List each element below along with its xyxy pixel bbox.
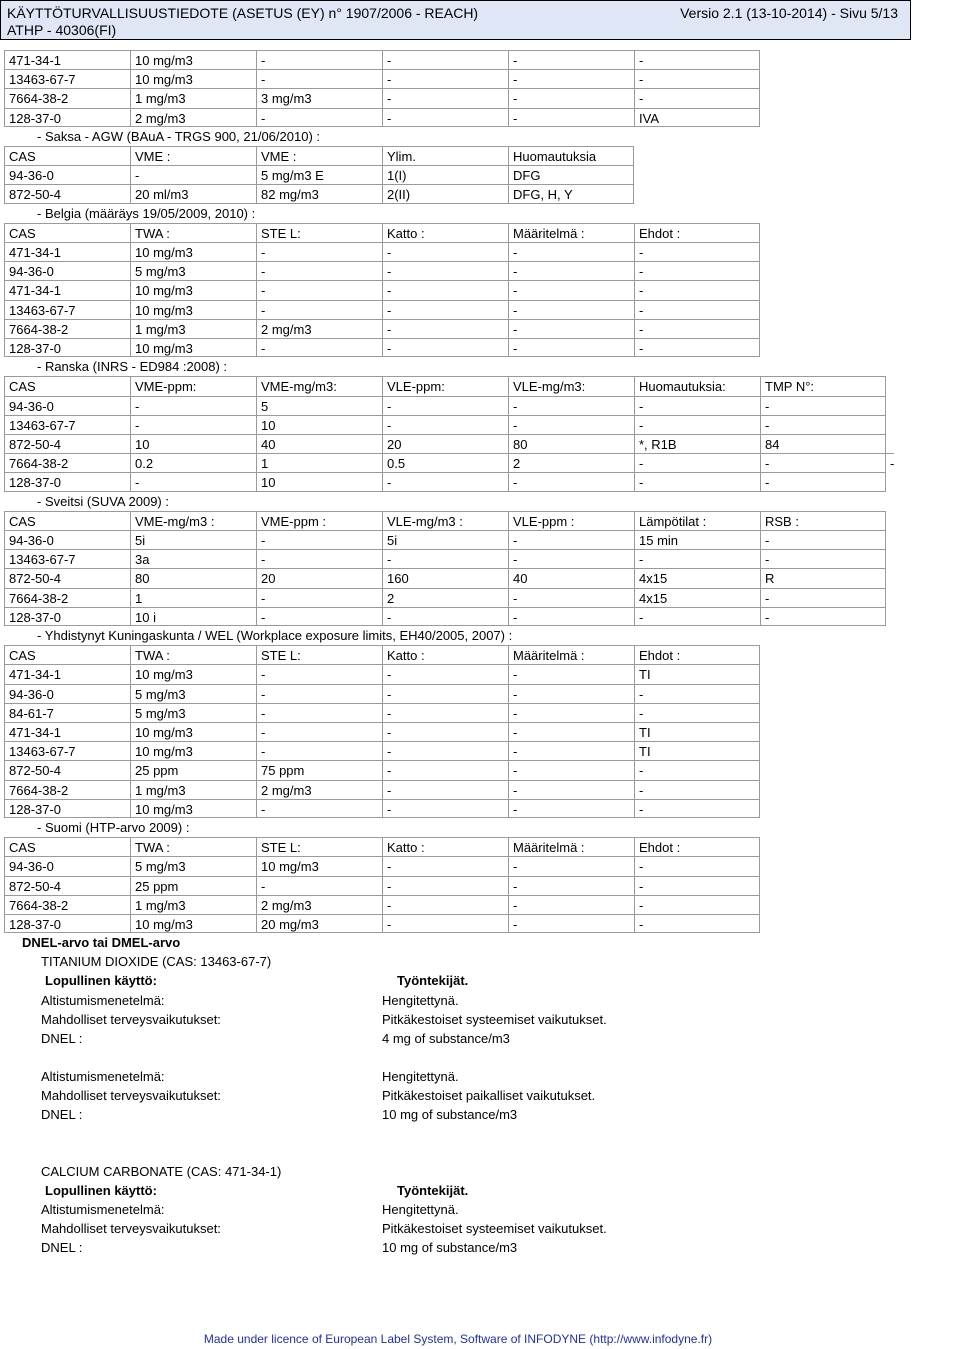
table-cell: VME-ppm: bbox=[130, 376, 256, 395]
table-cell: 2 bbox=[382, 588, 508, 607]
table-cell: - bbox=[256, 280, 382, 299]
table-cell: - bbox=[760, 588, 886, 607]
final-use-value: Työntekijät. bbox=[397, 1183, 469, 1198]
table-cell: 4x15 bbox=[634, 588, 760, 607]
table-cell: - bbox=[760, 607, 886, 626]
table-cell: 2(II) bbox=[382, 184, 508, 203]
table-cell: - bbox=[634, 261, 760, 280]
table-cell: 94-36-0 bbox=[4, 684, 130, 703]
dnel-field-label: Mahdolliset terveysvaikutukset: bbox=[41, 1221, 221, 1237]
table-cell: 4x15 bbox=[634, 568, 760, 587]
table-cell: Ehdot : bbox=[634, 645, 760, 664]
table-cell: - bbox=[634, 703, 760, 722]
substance-name: CALCIUM CARBONATE (CAS: 471-34-1) bbox=[41, 1163, 282, 1179]
table-cell: DFG bbox=[508, 165, 634, 184]
table-cell: - bbox=[634, 319, 760, 338]
table-cell: - bbox=[634, 396, 760, 415]
table-cell: - bbox=[634, 242, 760, 261]
table-cell: 94-36-0 bbox=[4, 396, 130, 415]
table-cell: - bbox=[508, 799, 634, 818]
footer-licence: Made under licence of European Label System, Software of INFODYNE (http://www.infodyne.fr) bbox=[203, 1332, 713, 1346]
table-cell: - bbox=[508, 300, 634, 319]
table-cell: - bbox=[634, 69, 760, 88]
table-cell: - bbox=[508, 319, 634, 338]
dnel-field-value: 10 mg of substance/m3 bbox=[382, 1106, 518, 1122]
table-cell: 1(I) bbox=[382, 165, 508, 184]
table-cell: - bbox=[382, 280, 508, 299]
table-cell: - bbox=[382, 780, 508, 799]
dnel-field-value: 4 mg of substance/m3 bbox=[382, 1030, 510, 1046]
table-cell: - bbox=[256, 50, 382, 69]
table-cell: 25 ppm bbox=[130, 876, 256, 895]
table-cell: 7664-38-2 bbox=[4, 588, 130, 607]
table-cell: - bbox=[256, 588, 382, 607]
table-cell: - bbox=[634, 895, 760, 914]
table-cell: 10 bbox=[130, 434, 256, 453]
table-title: - Belgia (määräys 19/05/2009, 2010) : bbox=[37, 205, 256, 221]
table-cell: - bbox=[256, 876, 382, 895]
table-cell: - bbox=[382, 108, 508, 127]
table-cell: TI bbox=[634, 664, 760, 683]
table-title: - Yhdistynyt Kuningaskunta / WEL (Workplace exposure limits, EH40/2005, 2007) : bbox=[37, 628, 513, 643]
table-cell: - bbox=[256, 108, 382, 127]
table-cell: 0.5 bbox=[382, 453, 508, 472]
table-cell: - bbox=[256, 261, 382, 280]
table-cell: 13463-67-7 bbox=[4, 300, 130, 319]
table-cell: - bbox=[256, 722, 382, 741]
table-cell: - bbox=[382, 415, 508, 434]
table-cell: R bbox=[760, 568, 886, 587]
document-title: KÄYTTÖTURVALLISUUSTIEDOTE (ASETUS (EY) n° 1907/2006 - REACH) bbox=[7, 5, 479, 21]
table-cell: 94-36-0 bbox=[4, 165, 130, 184]
table-cell: - bbox=[382, 549, 508, 568]
table-cell: - bbox=[130, 415, 256, 434]
table-cell: RSB : bbox=[760, 511, 886, 530]
table-cell: - bbox=[382, 88, 508, 107]
table-cell: 40 bbox=[508, 568, 634, 587]
table-cell: TWA : bbox=[130, 837, 256, 856]
table-cell: 128-37-0 bbox=[4, 472, 130, 491]
table-cell: - bbox=[382, 876, 508, 895]
table-cell: 80 bbox=[508, 434, 634, 453]
table-cell: 1 mg/m3 bbox=[130, 319, 256, 338]
table-cell: - bbox=[382, 396, 508, 415]
table-cell: 84-61-7 bbox=[4, 703, 130, 722]
table-cell: - bbox=[760, 453, 886, 472]
table-cell: TI bbox=[634, 741, 760, 760]
table-title: - Suomi (HTP-arvo 2009) : bbox=[37, 820, 190, 835]
dnel-field-value: Pitkäkestoiset systeemiset vaikutukset. bbox=[382, 1011, 607, 1027]
table-cell: - bbox=[508, 242, 634, 261]
table-cell: - bbox=[634, 88, 760, 107]
table-cell: - bbox=[130, 396, 256, 415]
dnel-field-label: Altistumismenetelmä: bbox=[41, 1068, 165, 1084]
table-cell: - bbox=[760, 549, 886, 568]
table-cell: - bbox=[508, 472, 634, 491]
table-cell: 5i bbox=[130, 530, 256, 549]
table-cell: - bbox=[256, 664, 382, 683]
table-cell: - bbox=[508, 914, 634, 933]
table-cell: - bbox=[760, 530, 886, 549]
table-cell: Määritelmä : bbox=[508, 223, 634, 242]
table-cell: - bbox=[508, 722, 634, 741]
table-cell: 20 ml/m3 bbox=[130, 184, 256, 203]
table-cell: - bbox=[508, 69, 634, 88]
table-cell: TWA : bbox=[130, 645, 256, 664]
table-cell: - bbox=[256, 607, 382, 626]
table-cell: STE L: bbox=[256, 645, 382, 664]
product-code: ATHP - 40306(FI) bbox=[7, 22, 117, 38]
table-cell: CAS bbox=[4, 511, 130, 530]
table-cell: - bbox=[256, 799, 382, 818]
table-cell: 7664-38-2 bbox=[4, 780, 130, 799]
table-cell: - bbox=[256, 549, 382, 568]
table-cell: 2 mg/m3 bbox=[130, 108, 256, 127]
table-cell: VME-ppm : bbox=[256, 511, 382, 530]
table-cell: 7664-38-2 bbox=[4, 453, 130, 472]
table-cell: - bbox=[508, 856, 634, 875]
table-cell: - bbox=[634, 914, 760, 933]
table-cell: - bbox=[508, 50, 634, 69]
version-page-label: Versio 2.1 (13-10-2014) - Sivu 5/13 bbox=[680, 5, 898, 21]
final-use-label: Lopullinen käyttö: bbox=[45, 973, 157, 989]
table-cell: 2 mg/m3 bbox=[256, 319, 382, 338]
table-cell: - bbox=[256, 242, 382, 261]
table-cell: - bbox=[256, 703, 382, 722]
dnel-field-label: DNEL : bbox=[41, 1240, 83, 1256]
table-cell: - bbox=[634, 760, 760, 779]
table-cell: - bbox=[130, 472, 256, 491]
table-cell: 15 min bbox=[634, 530, 760, 549]
table-cell: - bbox=[382, 741, 508, 760]
table-cell: 5 mg/m3 E bbox=[256, 165, 382, 184]
table-cell: 471-34-1 bbox=[4, 242, 130, 261]
table-cell: - bbox=[382, 261, 508, 280]
table-cell: - bbox=[382, 914, 508, 933]
table-cell: - bbox=[256, 741, 382, 760]
table-cell: 10 mg/m3 bbox=[130, 338, 256, 357]
table-cell: 10 mg/m3 bbox=[130, 69, 256, 88]
table-cell: IVA bbox=[634, 108, 760, 127]
table-cell: 10 mg/m3 bbox=[130, 799, 256, 818]
table-cell: - bbox=[508, 88, 634, 107]
table-cell: 2 mg/m3 bbox=[256, 895, 382, 914]
table-cell: - bbox=[382, 472, 508, 491]
table-cell: - bbox=[634, 472, 760, 491]
table-cell: - bbox=[508, 876, 634, 895]
table-cell: 872-50-4 bbox=[4, 434, 130, 453]
table-cell: 5 mg/m3 bbox=[130, 856, 256, 875]
dnel-field-label: Mahdolliset terveysvaikutukset: bbox=[41, 1011, 221, 1027]
table-title: - Sveitsi (SUVA 2009) : bbox=[37, 493, 169, 509]
table-cell: 94-36-0 bbox=[4, 856, 130, 875]
table-cell: VME : bbox=[130, 146, 256, 165]
table-cell: - bbox=[634, 453, 760, 472]
table-cell: 160 bbox=[382, 568, 508, 587]
table-cell: 872-50-4 bbox=[4, 568, 130, 587]
table-cell: - bbox=[634, 280, 760, 299]
table-cell: - bbox=[130, 165, 256, 184]
table-cell: CAS bbox=[4, 223, 130, 242]
table-cell: CAS bbox=[4, 146, 130, 165]
table-cell: 3 mg/m3 bbox=[256, 88, 382, 107]
table-cell: - bbox=[508, 588, 634, 607]
dnel-heading: DNEL-arvo tai DMEL-arvo bbox=[22, 935, 181, 950]
table-cell: 1 bbox=[256, 453, 382, 472]
table-cell: - bbox=[760, 472, 886, 491]
table-cell: - bbox=[634, 684, 760, 703]
table-cell: - bbox=[634, 300, 760, 319]
table-cell: - bbox=[382, 684, 508, 703]
table-cell: - bbox=[634, 876, 760, 895]
table-cell: - bbox=[382, 242, 508, 261]
table-cell: 471-34-1 bbox=[4, 664, 130, 683]
table-title: - Saksa - AGW (BAuA - TRGS 900, 21/06/2010) : bbox=[37, 128, 320, 144]
final-use-value: Työntekijät. bbox=[397, 973, 469, 989]
table-cell: - bbox=[508, 396, 634, 415]
table-cell: CAS bbox=[4, 837, 130, 856]
table-cell: *, R1B bbox=[634, 434, 760, 453]
table-cell: - bbox=[634, 799, 760, 818]
table-cell: 10 mg/m3 bbox=[130, 664, 256, 683]
dnel-field-value: Hengitettynä. bbox=[382, 1202, 459, 1218]
table-cell: VME-mg/m3 : bbox=[130, 511, 256, 530]
table-cell: 2 mg/m3 bbox=[256, 780, 382, 799]
table-cell: Määritelmä : bbox=[508, 837, 634, 856]
table-cell: Ehdot : bbox=[634, 837, 760, 856]
dnel-field-value: Hengitettynä. bbox=[382, 1068, 459, 1084]
table-cell: TMP N°: bbox=[760, 376, 886, 395]
table-cell: 10 bbox=[256, 415, 382, 434]
table-cell: 872-50-4 bbox=[4, 184, 130, 203]
table-cell: TI bbox=[634, 722, 760, 741]
table-cell: - bbox=[382, 50, 508, 69]
table-cell: - bbox=[382, 69, 508, 88]
table-cell: Määritelmä : bbox=[508, 645, 634, 664]
substance-name: TITANIUM DIOXIDE (CAS: 13463-67-7) bbox=[41, 954, 272, 970]
table-cell: VME : bbox=[256, 146, 382, 165]
table-cell: Katto : bbox=[382, 837, 508, 856]
table-cell: - bbox=[634, 50, 760, 69]
dnel-field-label: DNEL : bbox=[41, 1106, 83, 1122]
table-cell: - bbox=[634, 415, 760, 434]
table-cell: - bbox=[634, 607, 760, 626]
table-cell: 471-34-1 bbox=[4, 722, 130, 741]
table-cell: - bbox=[634, 856, 760, 875]
table-cell: 2 bbox=[508, 453, 634, 472]
table-cell: Ylim. bbox=[382, 146, 508, 165]
table-cell: - bbox=[382, 607, 508, 626]
table-cell: - bbox=[382, 895, 508, 914]
table-cell: - bbox=[508, 338, 634, 357]
table-cell: 5 mg/m3 bbox=[130, 703, 256, 722]
table-cell: 7664-38-2 bbox=[4, 319, 130, 338]
table-cell: - bbox=[382, 799, 508, 818]
table-cell: 20 mg/m3 bbox=[256, 914, 382, 933]
dnel-field-label: Altistumismenetelmä: bbox=[41, 1202, 165, 1218]
table-cell: - bbox=[382, 664, 508, 683]
table-cell: - bbox=[382, 300, 508, 319]
table-cell: 471-34-1 bbox=[4, 50, 130, 69]
table-cell: 5i bbox=[382, 530, 508, 549]
table-cell: - bbox=[508, 760, 634, 779]
table-cell: 10 mg/m3 bbox=[130, 280, 256, 299]
table-cell: 10 bbox=[256, 472, 382, 491]
final-use-label: Lopullinen käyttö: bbox=[45, 1183, 157, 1198]
table-cell: VME-mg/m3: bbox=[256, 376, 382, 395]
table-cell: 13463-67-7 bbox=[4, 741, 130, 760]
table-cell: - bbox=[508, 261, 634, 280]
table-cell: TWA : bbox=[130, 223, 256, 242]
table-cell: Ehdot : bbox=[634, 223, 760, 242]
table-cell: 84 bbox=[760, 434, 886, 453]
table-cell: 10 mg/m3 bbox=[130, 741, 256, 760]
table-cell: - bbox=[382, 338, 508, 357]
dnel-field-label: DNEL : bbox=[41, 1030, 83, 1046]
table-cell: 10 mg/m3 bbox=[130, 914, 256, 933]
table-cell: 7664-38-2 bbox=[4, 895, 130, 914]
table-cell: 10 mg/m3 bbox=[130, 50, 256, 69]
dnel-field-value: Hengitettynä. bbox=[382, 992, 459, 1008]
table-cell: STE L: bbox=[256, 837, 382, 856]
table-cell: - bbox=[760, 415, 886, 434]
table-cell: 471-34-1 bbox=[4, 280, 130, 299]
table-cell: 128-37-0 bbox=[4, 108, 130, 127]
table-cell: 20 bbox=[382, 434, 508, 453]
dnel-field-label: Altistumismenetelmä: bbox=[41, 992, 165, 1008]
table-cell: 5 mg/m3 bbox=[130, 261, 256, 280]
table-cell: DFG, H, Y bbox=[508, 184, 634, 203]
table-cell: 94-36-0 bbox=[4, 530, 130, 549]
table-cell: - bbox=[382, 319, 508, 338]
table-cell: 1 mg/m3 bbox=[130, 88, 256, 107]
table-cell: - bbox=[256, 300, 382, 319]
table-cell: 128-37-0 bbox=[4, 338, 130, 357]
table-cell: - bbox=[256, 530, 382, 549]
table-cell: - bbox=[634, 549, 760, 568]
table-cell: 10 mg/m3 bbox=[130, 300, 256, 319]
table-cell: CAS bbox=[4, 645, 130, 664]
table-cell: 13463-67-7 bbox=[4, 415, 130, 434]
table-cell: 128-37-0 bbox=[4, 914, 130, 933]
table-cell: - bbox=[508, 607, 634, 626]
table-cell: 872-50-4 bbox=[4, 876, 130, 895]
table-cell: - bbox=[508, 684, 634, 703]
table-cell: - bbox=[382, 703, 508, 722]
table-cell: 25 ppm bbox=[130, 760, 256, 779]
table-cell: - bbox=[382, 760, 508, 779]
table-cell: 7664-38-2 bbox=[4, 88, 130, 107]
table-cell: Katto : bbox=[382, 223, 508, 242]
table-cell: 75 ppm bbox=[256, 760, 382, 779]
table-cell: 40 bbox=[256, 434, 382, 453]
table-cell: Huomautuksia: bbox=[634, 376, 760, 395]
table-cell: - bbox=[508, 530, 634, 549]
table-cell: 3a bbox=[130, 549, 256, 568]
table-title: - Ranska (INRS - ED984 :2008) : bbox=[37, 359, 228, 375]
table-cell: 20 bbox=[256, 568, 382, 587]
table-cell: Lämpötilat : bbox=[634, 511, 760, 530]
table-cell: 1 bbox=[130, 588, 256, 607]
dnel-field-label: Mahdolliset terveysvaikutukset: bbox=[41, 1087, 221, 1103]
table-cell: 10 mg/m3 bbox=[130, 722, 256, 741]
table-cell: 10 mg/m3 bbox=[130, 242, 256, 261]
table-cell: 13463-67-7 bbox=[4, 549, 130, 568]
table-cell: 1 mg/m3 bbox=[130, 780, 256, 799]
table-cell: STE L: bbox=[256, 223, 382, 242]
table-cell: - bbox=[508, 549, 634, 568]
table-cell: 10 mg/m3 bbox=[256, 856, 382, 875]
table-cell: - bbox=[508, 415, 634, 434]
table-cell: VLE-ppm: bbox=[382, 376, 508, 395]
table-cell: 0.2 bbox=[130, 453, 256, 472]
table-cell: - bbox=[760, 396, 886, 415]
table-cell: 94-36-0 bbox=[4, 261, 130, 280]
dnel-field-value: 10 mg of substance/m3 bbox=[382, 1240, 518, 1256]
table-cell: 128-37-0 bbox=[4, 607, 130, 626]
table-cell: 5 bbox=[256, 396, 382, 415]
table-cell: 82 mg/m3 bbox=[256, 184, 382, 203]
table-cell: 128-37-0 bbox=[4, 799, 130, 818]
table-cell: 80 bbox=[130, 568, 256, 587]
table-cell: VLE-ppm : bbox=[508, 511, 634, 530]
table-cell: - bbox=[508, 895, 634, 914]
table-cell: Huomautuksia bbox=[508, 146, 634, 165]
dnel-field-value: Pitkäkestoiset paikalliset vaikutukset. bbox=[382, 1087, 596, 1103]
table-cell: - bbox=[886, 453, 894, 472]
table-cell: Katto : bbox=[382, 645, 508, 664]
table-cell: - bbox=[508, 108, 634, 127]
table-cell: - bbox=[508, 280, 634, 299]
table-cell: - bbox=[382, 722, 508, 741]
table-cell: - bbox=[508, 664, 634, 683]
table-cell: - bbox=[634, 780, 760, 799]
table-cell: VLE-mg/m3 : bbox=[382, 511, 508, 530]
table-cell: - bbox=[508, 703, 634, 722]
table-cell: - bbox=[256, 69, 382, 88]
table-cell: 13463-67-7 bbox=[4, 69, 130, 88]
table-cell: - bbox=[634, 338, 760, 357]
table-cell: - bbox=[508, 780, 634, 799]
table-cell: - bbox=[508, 741, 634, 760]
table-cell: CAS bbox=[4, 376, 130, 395]
dnel-field-value: Pitkäkestoiset systeemiset vaikutukset. bbox=[382, 1221, 607, 1237]
table-cell: - bbox=[382, 856, 508, 875]
table-cell: 872-50-4 bbox=[4, 760, 130, 779]
table-cell: VLE-mg/m3: bbox=[508, 376, 634, 395]
table-cell: - bbox=[256, 684, 382, 703]
table-cell: 5 mg/m3 bbox=[130, 684, 256, 703]
table-cell: - bbox=[256, 338, 382, 357]
table-cell: 10 i bbox=[130, 607, 256, 626]
table-cell: 1 mg/m3 bbox=[130, 895, 256, 914]
